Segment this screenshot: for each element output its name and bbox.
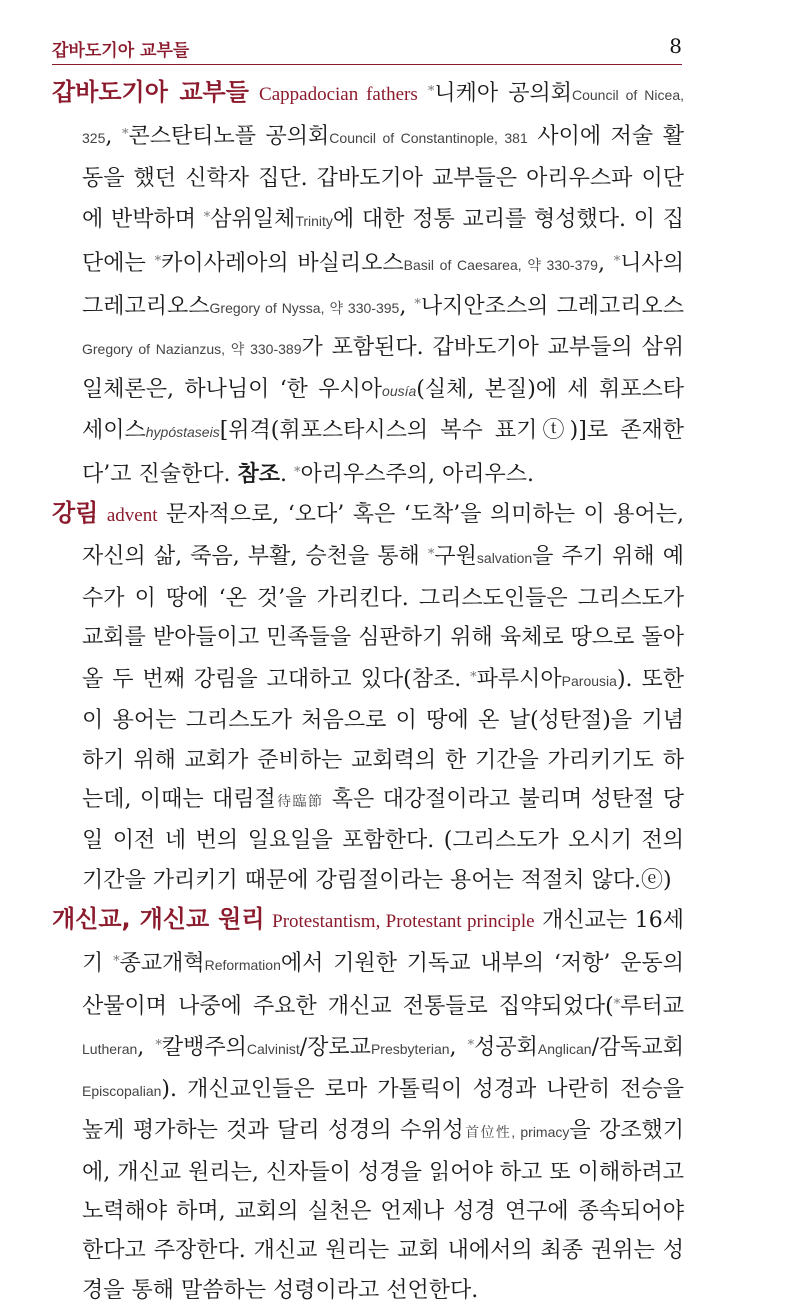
see-also-label: 참조 xyxy=(237,460,281,487)
entry-english: Cappadocian fathers xyxy=(259,84,418,105)
page-number: 8 xyxy=(669,34,682,58)
entry-protestantism: 개신교, 개신교 원리 Protestantism, Protestant principle 개신교는 16세기 *종교개혁Reformation에서 기원한 기독교 내부의 ‘저항’ 운동의 산물이며 나중에 주요한 개신교 전통들로 집약되었다(*루터교Lutheran, *칼뱅주의Calvinist/장로교Presbyterian, *성공회Anglican/감독교회Episcopalian). 개신교인들은 로마 가톨릭이 성경과 나란히 전승을 높게 평가하는 것과 달리 성경의 수위성首位性, primacy을 강조했기에, 개신교 원리는, 신자들이 성경을 읽어야 하고 또 이해하려고 노력해야 하며, 교회의 실천은 언제나 성경 연구에 종속되어야 한다고 주장한다. 개신교 원리는 교회 내에서의 최종 권위는 성경을 통해 말씀하는 성령이라고 선언한다. xyxy=(52,905,684,1303)
entry-term: 갑바도기아 교부들 xyxy=(52,78,249,106)
page-header xyxy=(52,34,682,65)
running-head: 갑바도기아 교부들 xyxy=(52,41,190,61)
dictionary-body xyxy=(52,72,684,1310)
entry-term: 강림 xyxy=(52,499,99,528)
entry-english: Protestantism, Protestant principle xyxy=(272,911,535,933)
entry-advent: 강림 advent 문자적으로, ‘오다’ 혹은 ‘도착’을 의미하는 이 용어는, 자신의 삶, 죽음, 부활, 승천을 통해 *구원salvation을 주기 위해 예수가 이 땅에 ‘온 것’을 가리킨다. 그리스도인들은 그리스도가 교회를 받아들이고 민족들을 심판하기 위해 육체로 땅으로 돌아올 두 번째 강림을 고대하고 있다(참조. *파루시아Parousia). 또한 이 용어는 그리스도가 처음으로 이 땅에 온 날(성탄절)을 기념하기 위해 교회가 준비하는 교회력의 한 기간을 가리키기도 하는데, 이때는 대림절待臨節 혹은 대강절이라고 불리며 성탄절 당일 이전 네 번의 일요일을 포함한다. (그리스도가 오시기 전의 기간을 가리키기 때문에 강림절이라는 용어는 적절치 않다.ⓔ) xyxy=(52,499,685,893)
entry-english: advent xyxy=(106,505,158,527)
entry-term: 개신교, 개신교 원리 xyxy=(52,905,265,934)
entry-cappadocian-fathers: 갑바도기아 교부들 Cappadocian fathers *니케아 공의회Council of Nicea, 325, *콘스탄티노플 공의회Council of Constantinople, 381 사이에 저술 활동을 했던 신학자 집단. 갑바도기아 교부들은 아리우스파 이단에 반박하며 *삼위일체Trinity에 대한 정통 교리를 형성했다. 이 집단에는 *카이사레아의 바실리오스Basil of Caesarea, 약 330-379, *니사의 그레고리오스Gregory of Nyssa, 약 330-395, *나지안조스의 그레고리오스Gregory of Nazianzus, 약 330-389가 포함된다. 갑바도기아 교부들의 삼위일체론은, 하나님이 ‘한 우시아ousía(실체, 본질)에 세 휘포스타세이스hypóstaseis[위격(휘포스타시스의 복수 표기ⓣ)]로 존재한다’고 진술한다. 참조. *아리우스주의, 아리우스. xyxy=(52,78,685,487)
